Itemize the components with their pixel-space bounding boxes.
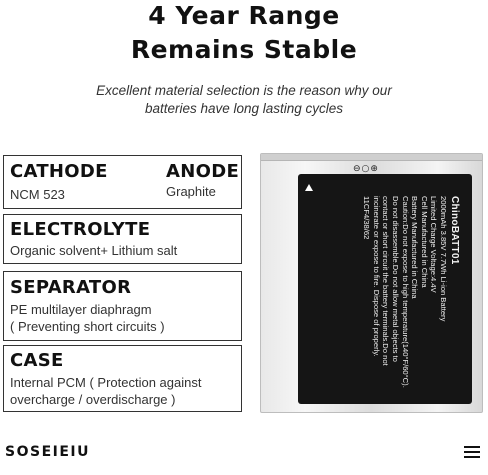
subtitle-line-2: batteries have long lasting cycles [144, 101, 344, 116]
battery-spec-line: incinerate or expose to fire. Dispose of properly. [371, 196, 381, 357]
case-text-2: overcharge / overdischarge ) [10, 392, 176, 407]
case-card [3, 345, 242, 412]
battery-spec-line: contact or short circuit the battery terminals.Do not [381, 196, 391, 366]
cathode-anode-card [3, 155, 242, 209]
battery-label [298, 174, 472, 404]
electrolyte-title: ELECTROLYTE [10, 219, 151, 240]
battery-spec-line: 2000mAh 3.85V 7.7Wh Li-ion Battery [439, 196, 448, 322]
battery-spec-line: Do not disassemble.Do not allow metal objects to [391, 196, 401, 362]
battery-image [260, 153, 483, 413]
menu-bar [464, 446, 480, 448]
battery-spec-line: Battery Manufactured in China [410, 196, 420, 299]
electrolyte-text: Organic solvent+ Lithium salt [10, 243, 178, 258]
cathode-title: CATHODE [10, 161, 108, 182]
cathode-text: NCM 523 [10, 187, 65, 202]
headline-line-1: 4 Year Range [148, 1, 340, 30]
brand-logo[interactable]: SOSEIEIU [5, 444, 90, 460]
case-title: CASE [10, 350, 64, 371]
separator-title: SEPARATOR [10, 277, 132, 298]
case-text-1: Internal PCM ( Protection against [10, 375, 202, 390]
menu-bar [464, 451, 480, 453]
separator-text-2: ( Preventing short circuits ) [10, 319, 165, 334]
separator-card [3, 271, 242, 341]
hamburger-menu-icon[interactable] [464, 446, 480, 458]
battery-label-text [362, 196, 461, 406]
battery-model: ChinoBATT01 [449, 196, 460, 265]
battery-spec-line: Caution:Do not expose to high temperature(140°F/60°C). [400, 196, 410, 388]
anode-text: Graphite [166, 184, 216, 199]
subtitle-line-1: Excellent material selection is the reason why our [96, 83, 392, 98]
battery-terminals: ⊖○⊕ [353, 164, 379, 174]
menu-bar [464, 456, 480, 458]
battery-spec-line: Limited Charge Voltage:4.4V [429, 196, 439, 293]
battery-spec-line: 11CF4/38/62 [362, 196, 372, 240]
battery-spec-line: Cell Manufactured in China [419, 196, 429, 288]
battery-top-strip [261, 154, 482, 161]
electrolyte-card [3, 214, 242, 264]
anode-title: ANODE [166, 161, 240, 182]
separator-text-1: PE multilayer diaphragm [10, 302, 152, 317]
headline-line-2: Remains Stable [130, 35, 358, 64]
warning-triangle-icon [305, 184, 313, 191]
